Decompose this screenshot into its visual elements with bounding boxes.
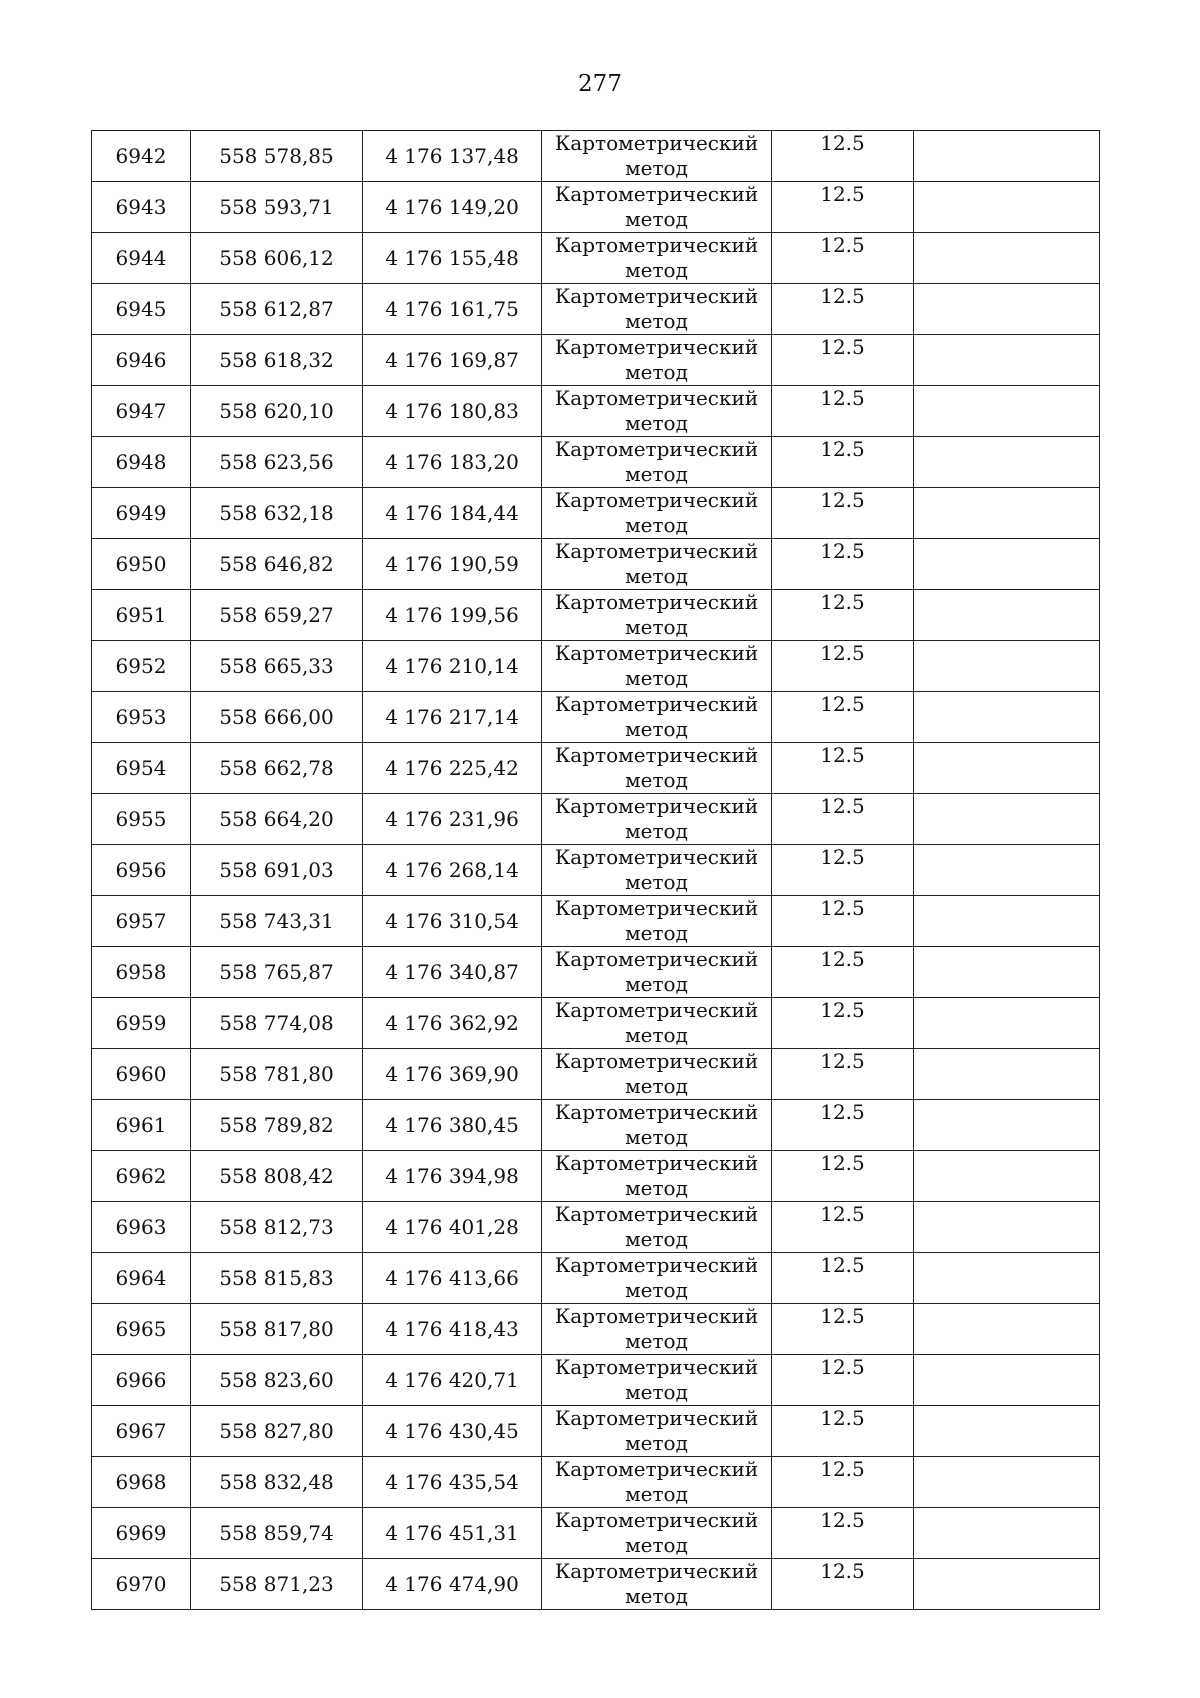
empty-cell (914, 947, 1100, 998)
accuracy-cell: 12.5 (772, 998, 914, 1049)
empty-cell (914, 743, 1100, 794)
y-coordinate-cell: 4 176 199,56 (363, 590, 542, 641)
y-coordinate-cell: 4 176 394,98 (363, 1151, 542, 1202)
method-line2: метод (625, 819, 688, 843)
table-row (92, 1049, 1100, 1100)
empty-cell (914, 692, 1100, 743)
method-cell (542, 590, 772, 641)
x-coordinate-cell: 558 612,87 (191, 284, 363, 335)
accuracy-cell: 12.5 (772, 692, 914, 743)
x-coordinate-cell: 558 666,00 (191, 692, 363, 743)
accuracy-cell: 12.5 (772, 539, 914, 590)
coordinates-table-body (92, 131, 1100, 1610)
method-cell (542, 1355, 772, 1406)
empty-cell (914, 845, 1100, 896)
table-row (92, 131, 1100, 182)
method-line1: Картометрический (554, 1151, 759, 1175)
accuracy-cell: 12.5 (772, 131, 914, 182)
method-line2: метод (625, 1227, 688, 1251)
empty-cell (914, 182, 1100, 233)
x-coordinate-cell: 558 765,87 (191, 947, 363, 998)
table-row (92, 386, 1100, 437)
method-line2: метод (625, 717, 688, 741)
method-cell (542, 284, 772, 335)
method-cell (542, 182, 772, 233)
method-line1: Картометрический (554, 335, 759, 359)
y-coordinate-cell: 4 176 310,54 (363, 896, 542, 947)
y-coordinate-cell: 4 176 190,59 (363, 539, 542, 590)
point-number-cell: 6966 (92, 1355, 191, 1406)
y-coordinate-cell: 4 176 217,14 (363, 692, 542, 743)
table-row (92, 590, 1100, 641)
method-line1: Картометрический (554, 845, 759, 869)
method-line2: метод (625, 1482, 688, 1506)
table-row (92, 1304, 1100, 1355)
method-line2: метод (625, 1176, 688, 1200)
method-line2: метод (625, 1431, 688, 1455)
x-coordinate-cell: 558 659,27 (191, 590, 363, 641)
x-coordinate-cell: 558 606,12 (191, 233, 363, 284)
x-coordinate-cell: 558 620,10 (191, 386, 363, 437)
method-line2: метод (625, 309, 688, 333)
x-coordinate-cell: 558 789,82 (191, 1100, 363, 1151)
x-coordinate-cell: 558 578,85 (191, 131, 363, 182)
method-cell (542, 998, 772, 1049)
point-number-cell: 6959 (92, 998, 191, 1049)
method-cell (542, 1253, 772, 1304)
empty-cell (914, 998, 1100, 1049)
y-coordinate-cell: 4 176 435,54 (363, 1457, 542, 1508)
x-coordinate-cell: 558 817,80 (191, 1304, 363, 1355)
method-cell (542, 1100, 772, 1151)
point-number-cell: 6943 (92, 182, 191, 233)
accuracy-cell: 12.5 (772, 1100, 914, 1151)
method-line1: Картометрический (554, 1049, 759, 1073)
x-coordinate-cell: 558 815,83 (191, 1253, 363, 1304)
method-line2: метод (625, 870, 688, 894)
method-line2: метод (625, 1074, 688, 1098)
accuracy-cell: 12.5 (772, 743, 914, 794)
table-row (92, 947, 1100, 998)
method-cell (542, 1049, 772, 1100)
table-row (92, 1406, 1100, 1457)
table-row (92, 743, 1100, 794)
method-line1: Картометрический (554, 182, 759, 206)
table-row (92, 335, 1100, 386)
x-coordinate-cell: 558 743,31 (191, 896, 363, 947)
method-line1: Картометрический (554, 1457, 759, 1481)
point-number-cell: 6958 (92, 947, 191, 998)
point-number-cell: 6968 (92, 1457, 191, 1508)
method-line1: Картометрический (554, 590, 759, 614)
point-number-cell: 6963 (92, 1202, 191, 1253)
method-line2: метод (625, 411, 688, 435)
empty-cell (914, 131, 1100, 182)
point-number-cell: 6955 (92, 794, 191, 845)
point-number-cell: 6961 (92, 1100, 191, 1151)
method-cell (542, 794, 772, 845)
accuracy-cell: 12.5 (772, 488, 914, 539)
empty-cell (914, 590, 1100, 641)
table-row (92, 845, 1100, 896)
x-coordinate-cell: 558 859,74 (191, 1508, 363, 1559)
empty-cell (914, 1508, 1100, 1559)
empty-cell (914, 284, 1100, 335)
method-line2: метод (625, 360, 688, 384)
accuracy-cell: 12.5 (772, 233, 914, 284)
method-line1: Картометрический (554, 284, 759, 308)
y-coordinate-cell: 4 176 369,90 (363, 1049, 542, 1100)
method-line1: Картометрический (554, 1355, 759, 1379)
y-coordinate-cell: 4 176 413,66 (363, 1253, 542, 1304)
x-coordinate-cell: 558 827,80 (191, 1406, 363, 1457)
accuracy-cell: 12.5 (772, 1406, 914, 1457)
method-line2: метод (625, 258, 688, 282)
method-cell (542, 947, 772, 998)
method-line1: Картометрический (554, 1100, 759, 1124)
empty-cell (914, 1304, 1100, 1355)
accuracy-cell: 12.5 (772, 1457, 914, 1508)
y-coordinate-cell: 4 176 210,14 (363, 641, 542, 692)
method-cell (542, 131, 772, 182)
point-number-cell: 6967 (92, 1406, 191, 1457)
x-coordinate-cell: 558 618,32 (191, 335, 363, 386)
y-coordinate-cell: 4 176 183,20 (363, 437, 542, 488)
empty-cell (914, 896, 1100, 947)
x-coordinate-cell: 558 823,60 (191, 1355, 363, 1406)
point-number-cell: 6951 (92, 590, 191, 641)
method-line1: Картометрический (554, 1406, 759, 1430)
point-number-cell: 6970 (92, 1559, 191, 1610)
accuracy-cell: 12.5 (772, 1151, 914, 1202)
y-coordinate-cell: 4 176 401,28 (363, 1202, 542, 1253)
empty-cell (914, 539, 1100, 590)
method-cell (542, 1406, 772, 1457)
y-coordinate-cell: 4 176 225,42 (363, 743, 542, 794)
table-row (92, 539, 1100, 590)
accuracy-cell: 12.5 (772, 1202, 914, 1253)
table-row (92, 1151, 1100, 1202)
method-cell (542, 1508, 772, 1559)
y-coordinate-cell: 4 176 161,75 (363, 284, 542, 335)
accuracy-cell: 12.5 (772, 284, 914, 335)
table-row (92, 1100, 1100, 1151)
x-coordinate-cell: 558 691,03 (191, 845, 363, 896)
empty-cell (914, 1559, 1100, 1610)
table-row (92, 437, 1100, 488)
y-coordinate-cell: 4 176 268,14 (363, 845, 542, 896)
method-cell (542, 386, 772, 437)
method-line2: метод (625, 462, 688, 486)
method-line2: метод (625, 768, 688, 792)
method-line1: Картометрический (554, 1508, 759, 1532)
y-coordinate-cell: 4 176 474,90 (363, 1559, 542, 1610)
accuracy-cell: 12.5 (772, 182, 914, 233)
method-line1: Картометрический (554, 386, 759, 410)
table-row (92, 182, 1100, 233)
method-line2: метод (625, 156, 688, 180)
x-coordinate-cell: 558 664,20 (191, 794, 363, 845)
point-number-cell: 6960 (92, 1049, 191, 1100)
method-line1: Картометрический (554, 539, 759, 563)
accuracy-cell: 12.5 (772, 1559, 914, 1610)
method-cell (542, 743, 772, 794)
y-coordinate-cell: 4 176 362,92 (363, 998, 542, 1049)
table-row (92, 998, 1100, 1049)
x-coordinate-cell: 558 871,23 (191, 1559, 363, 1610)
method-cell (542, 1457, 772, 1508)
point-number-cell: 6942 (92, 131, 191, 182)
method-line2: метод (625, 1125, 688, 1149)
accuracy-cell: 12.5 (772, 641, 914, 692)
point-number-cell: 6952 (92, 641, 191, 692)
method-line2: метод (625, 921, 688, 945)
y-coordinate-cell: 4 176 169,87 (363, 335, 542, 386)
y-coordinate-cell: 4 176 180,83 (363, 386, 542, 437)
method-line2: метод (625, 513, 688, 537)
method-cell (542, 1151, 772, 1202)
method-cell (542, 1202, 772, 1253)
y-coordinate-cell: 4 176 137,48 (363, 131, 542, 182)
point-number-cell: 6950 (92, 539, 191, 590)
method-line2: метод (625, 207, 688, 231)
point-number-cell: 6944 (92, 233, 191, 284)
method-line2: метод (625, 564, 688, 588)
point-number-cell: 6948 (92, 437, 191, 488)
empty-cell (914, 1202, 1100, 1253)
x-coordinate-cell: 558 646,82 (191, 539, 363, 590)
table-row (92, 1559, 1100, 1610)
method-cell (542, 641, 772, 692)
x-coordinate-cell: 558 781,80 (191, 1049, 363, 1100)
y-coordinate-cell: 4 176 231,96 (363, 794, 542, 845)
table-row (92, 488, 1100, 539)
method-line1: Картометрический (554, 641, 759, 665)
empty-cell (914, 488, 1100, 539)
x-coordinate-cell: 558 812,73 (191, 1202, 363, 1253)
table-row (92, 1508, 1100, 1559)
empty-cell (914, 386, 1100, 437)
method-cell (542, 692, 772, 743)
method-line1: Картометрический (554, 131, 759, 155)
empty-cell (914, 1355, 1100, 1406)
y-coordinate-cell: 4 176 184,44 (363, 488, 542, 539)
method-line1: Картометрический (554, 896, 759, 920)
y-coordinate-cell: 4 176 430,45 (363, 1406, 542, 1457)
accuracy-cell: 12.5 (772, 437, 914, 488)
method-cell (542, 845, 772, 896)
table-row (92, 641, 1100, 692)
empty-cell (914, 1049, 1100, 1100)
empty-cell (914, 1151, 1100, 1202)
method-line1: Картометрический (554, 743, 759, 767)
point-number-cell: 6949 (92, 488, 191, 539)
method-line2: метод (625, 1023, 688, 1047)
y-coordinate-cell: 4 176 340,87 (363, 947, 542, 998)
coordinates-table (91, 130, 1100, 1610)
point-number-cell: 6954 (92, 743, 191, 794)
y-coordinate-cell: 4 176 155,48 (363, 233, 542, 284)
method-line1: Картометрический (554, 1202, 759, 1226)
point-number-cell: 6945 (92, 284, 191, 335)
x-coordinate-cell: 558 832,48 (191, 1457, 363, 1508)
accuracy-cell: 12.5 (772, 794, 914, 845)
method-line1: Картометрический (554, 1559, 759, 1583)
accuracy-cell: 12.5 (772, 947, 914, 998)
point-number-cell: 6946 (92, 335, 191, 386)
table-row (92, 1202, 1100, 1253)
method-line1: Картометрический (554, 947, 759, 971)
empty-cell (914, 233, 1100, 284)
accuracy-cell: 12.5 (772, 845, 914, 896)
point-number-cell: 6962 (92, 1151, 191, 1202)
method-line1: Картометрический (554, 233, 759, 257)
empty-cell (914, 437, 1100, 488)
x-coordinate-cell: 558 665,33 (191, 641, 363, 692)
x-coordinate-cell: 558 808,42 (191, 1151, 363, 1202)
point-number-cell: 6969 (92, 1508, 191, 1559)
method-line2: метод (625, 1329, 688, 1353)
accuracy-cell: 12.5 (772, 590, 914, 641)
point-number-cell: 6947 (92, 386, 191, 437)
point-number-cell: 6956 (92, 845, 191, 896)
method-line2: метод (625, 1380, 688, 1404)
accuracy-cell: 12.5 (772, 1049, 914, 1100)
method-line1: Картометрический (554, 1253, 759, 1277)
x-coordinate-cell: 558 774,08 (191, 998, 363, 1049)
point-number-cell: 6964 (92, 1253, 191, 1304)
point-number-cell: 6957 (92, 896, 191, 947)
method-cell (542, 437, 772, 488)
method-line2: метод (625, 666, 688, 690)
accuracy-cell: 12.5 (772, 335, 914, 386)
x-coordinate-cell: 558 662,78 (191, 743, 363, 794)
table-row (92, 284, 1100, 335)
point-number-cell: 6953 (92, 692, 191, 743)
method-cell (542, 1304, 772, 1355)
accuracy-cell: 12.5 (772, 896, 914, 947)
accuracy-cell: 12.5 (772, 1355, 914, 1406)
table-row (92, 1457, 1100, 1508)
accuracy-cell: 12.5 (772, 386, 914, 437)
empty-cell (914, 1457, 1100, 1508)
accuracy-cell: 12.5 (772, 1253, 914, 1304)
y-coordinate-cell: 4 176 380,45 (363, 1100, 542, 1151)
method-line2: метод (625, 972, 688, 996)
y-coordinate-cell: 4 176 149,20 (363, 182, 542, 233)
empty-cell (914, 1253, 1100, 1304)
method-cell (542, 488, 772, 539)
accuracy-cell: 12.5 (772, 1304, 914, 1355)
table-row (92, 1253, 1100, 1304)
method-line2: метод (625, 615, 688, 639)
page-number: 277 (578, 71, 622, 97)
method-cell (542, 539, 772, 590)
empty-cell (914, 641, 1100, 692)
table-row (92, 794, 1100, 845)
empty-cell (914, 794, 1100, 845)
method-line1: Картометрический (554, 998, 759, 1022)
method-line1: Картометрический (554, 437, 759, 461)
x-coordinate-cell: 558 623,56 (191, 437, 363, 488)
y-coordinate-cell: 4 176 420,71 (363, 1355, 542, 1406)
method-cell (542, 896, 772, 947)
method-line1: Картометрический (554, 1304, 759, 1328)
method-cell (542, 233, 772, 284)
empty-cell (914, 1100, 1100, 1151)
method-line1: Картометрический (554, 692, 759, 716)
empty-cell (914, 335, 1100, 386)
method-line1: Картометрический (554, 794, 759, 818)
y-coordinate-cell: 4 176 451,31 (363, 1508, 542, 1559)
x-coordinate-cell: 558 632,18 (191, 488, 363, 539)
table-row (92, 692, 1100, 743)
method-cell (542, 1559, 772, 1610)
table-row (92, 896, 1100, 947)
table-row (92, 233, 1100, 284)
method-cell (542, 335, 772, 386)
method-line2: метод (625, 1278, 688, 1302)
table-row (92, 1355, 1100, 1406)
method-line1: Картометрический (554, 488, 759, 512)
accuracy-cell: 12.5 (772, 1508, 914, 1559)
x-coordinate-cell: 558 593,71 (191, 182, 363, 233)
point-number-cell: 6965 (92, 1304, 191, 1355)
method-line2: метод (625, 1584, 688, 1608)
empty-cell (914, 1406, 1100, 1457)
method-line2: метод (625, 1533, 688, 1557)
y-coordinate-cell: 4 176 418,43 (363, 1304, 542, 1355)
